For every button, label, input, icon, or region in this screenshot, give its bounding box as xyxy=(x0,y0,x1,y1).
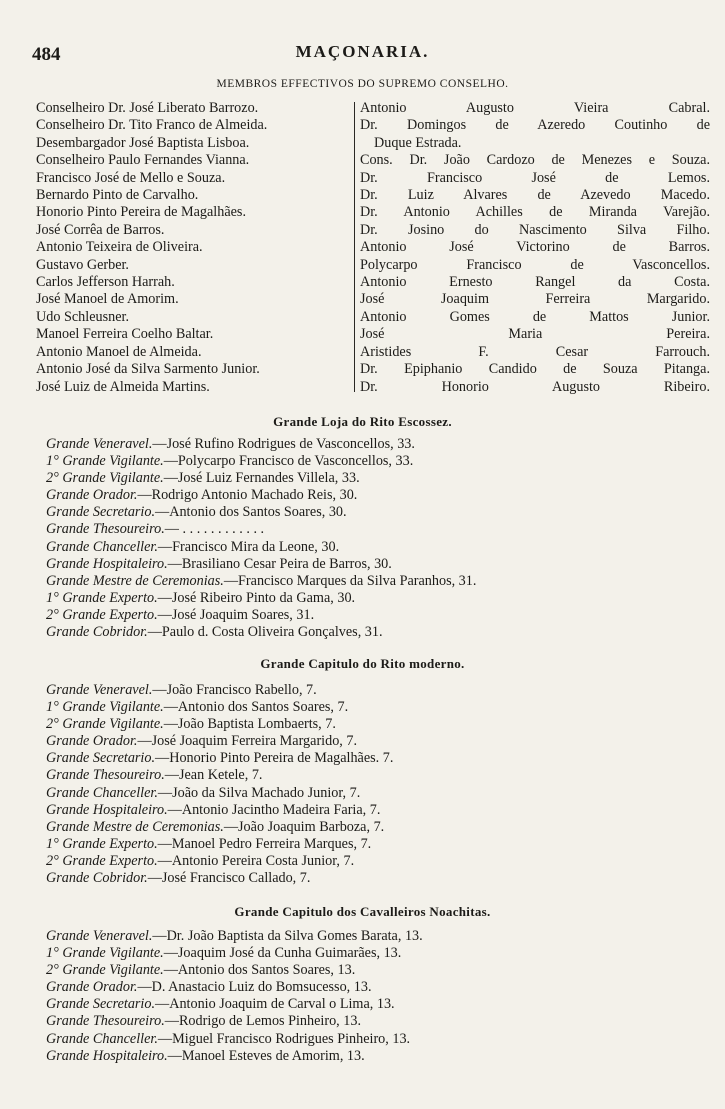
office-title: 1° Grande Vigilante. xyxy=(46,945,164,962)
office-title: Grande Chanceller. xyxy=(46,1030,158,1047)
office-holder: —Antonio dos Santos Soares, 30. xyxy=(155,504,347,521)
member-line: Conselheiro Paulo Fernandes Vianna. xyxy=(36,152,250,169)
office-holder: —Honorio Pinto Pereira de Magalhães. 7. xyxy=(155,750,394,767)
office-line xyxy=(46,853,706,870)
office-line xyxy=(46,573,706,590)
office-title: 2° Grande Vigilante. xyxy=(46,962,164,979)
member-line: Aristides F. Cesar Farrouch. xyxy=(360,343,710,360)
office-title: Grande Thesoureiro. xyxy=(46,767,165,784)
member-line: Carlos Jefferson Harrah. xyxy=(36,274,175,291)
office-holder: —Dr. João Baptista da Silva Gomes Barata, 13. xyxy=(152,928,423,944)
office-title: Grande Cobridor. xyxy=(46,624,148,641)
office-line xyxy=(46,870,706,887)
office-line xyxy=(46,962,706,979)
member-line: Udo Schleusner. xyxy=(36,308,129,325)
office-line xyxy=(46,504,706,521)
office-title: 1° Grande Vigilante. xyxy=(46,699,164,716)
office-holder: —Antonio Jacintho Madeira Faria, 7. xyxy=(167,801,381,818)
office-line xyxy=(46,836,706,853)
column-divider xyxy=(354,102,355,392)
page-number: 484 xyxy=(32,44,61,65)
office-holder: —João Joaquim Barboza, 7. xyxy=(223,818,385,835)
office-line xyxy=(46,996,706,1013)
member-line: José Joaquim Ferreira Margarido. xyxy=(360,291,710,308)
office-title: 2° Grande Vigilante. xyxy=(46,716,164,733)
office-line xyxy=(46,470,706,487)
office-title: Grande Mestre de Ceremonias. xyxy=(46,818,224,835)
member-line: Dr. Luiz Alvares de Azevedo Macedo. xyxy=(360,187,710,204)
office-line xyxy=(46,785,706,802)
office-title: Grande Thesoureiro. xyxy=(46,1013,165,1030)
member-line: Dr. Domingos de Azeredo Coutinho de xyxy=(360,117,710,134)
office-list-grande-loja xyxy=(46,436,706,641)
member-line: Dr. Antonio Achilles de Miranda Varejão. xyxy=(360,204,710,221)
office-title: Grande Secretario. xyxy=(46,750,156,767)
office-line xyxy=(46,487,706,504)
office-holder: —Rodrigo Antonio Machado Reis, 30. xyxy=(137,487,358,504)
office-title: Grande Secretario. xyxy=(46,504,156,521)
office-title: Grande Orador. xyxy=(46,733,138,750)
office-holder: —Antonio Joaquim de Carval o Lima, 13. xyxy=(155,996,395,1013)
office-holder: —João Baptista Lombaerts, 7. xyxy=(163,716,336,733)
office-holder: —Joaquim José da Cunha Guimarães, 13. xyxy=(163,945,402,962)
members-section-title: MEMBROS EFFECTIVOS DO SUPREMO CONSELHO. xyxy=(216,78,509,90)
member-line: Antonio Augusto Vieira Cabral. xyxy=(360,100,710,116)
office-line xyxy=(46,802,706,819)
office-title: Grande Veneravel. xyxy=(46,436,153,452)
office-line xyxy=(46,539,706,556)
office-holder: —José Joaquim Soares, 31. xyxy=(157,606,315,623)
office-title: Grande Thesoureiro. xyxy=(46,521,165,538)
office-line xyxy=(46,699,706,716)
office-line xyxy=(46,521,706,538)
office-title: Grande Hospitaleiro. xyxy=(46,801,168,818)
office-list-capitulo-rito-moderno xyxy=(46,682,706,887)
member-line: José Corrêa de Barros. xyxy=(36,221,165,238)
member-line: Dr. Epiphanio Candido de Souza Pitanga. xyxy=(360,361,710,378)
office-line xyxy=(46,590,706,607)
office-holder: —Rodrigo de Lemos Pinheiro, 13. xyxy=(164,1013,362,1030)
office-holder: —João da Silva Machado Junior, 7. xyxy=(157,784,361,801)
member-line: Antonio Teixeira de Oliveira. xyxy=(36,239,203,256)
office-holder: —Antonio dos Santos Soares, 7. xyxy=(163,699,349,716)
section-heading-capitulo-rito-moderno: Grande Capitulo do Rito moderno. xyxy=(260,656,465,671)
office-title: Grande Chanceller. xyxy=(46,784,158,801)
office-holder: — . . . . . . . . . . . . xyxy=(164,521,265,538)
member-line: Duque Estrada. xyxy=(374,134,462,151)
office-line xyxy=(46,819,706,836)
office-line xyxy=(46,607,706,624)
member-line: Antonio Gomes de Mattos Junior. xyxy=(360,308,710,325)
office-holder: —Antonio dos Santos Soares, 13. xyxy=(163,962,356,979)
office-line xyxy=(46,750,706,767)
member-line: Dr. Josino do Nascimento Silva Filho. xyxy=(360,221,710,238)
member-line: José Manoel de Amorim. xyxy=(36,291,179,308)
members-column-right xyxy=(356,100,710,396)
office-title: 2° Grande Vigilante. xyxy=(46,470,164,487)
office-title: Grande Hospitaleiro. xyxy=(46,1047,168,1064)
member-line: Conselheiro Dr. José Liberato Barrozo. xyxy=(36,100,259,116)
office-title: Grande Orador. xyxy=(46,487,138,504)
office-list-cavalleiros-noachitas xyxy=(46,928,706,1065)
office-line xyxy=(46,556,706,573)
office-holder: —D. Anastacio Luiz do Bomsucesso, 13. xyxy=(137,979,372,996)
office-line xyxy=(46,1013,706,1030)
office-holder: —José Ribeiro Pinto da Gama, 30. xyxy=(157,589,356,606)
office-line xyxy=(46,733,706,750)
member-line: José Maria Pereira. xyxy=(360,326,710,343)
office-holder: —Polycarpo Francisco de Vasconcellos, 33. xyxy=(163,453,414,470)
office-title: Grande Veneravel. xyxy=(46,928,153,944)
office-line xyxy=(46,945,706,962)
office-line xyxy=(46,682,706,699)
member-line: Cons. Dr. João Cardozo de Menezes e Souza. xyxy=(360,152,710,169)
member-line: Antonio Manoel de Almeida. xyxy=(36,343,202,360)
office-title: Grande Veneravel. xyxy=(46,682,153,698)
member-line: Francisco José de Mello e Souza. xyxy=(36,169,226,186)
office-title: Grande Orador. xyxy=(46,979,138,996)
office-line xyxy=(46,624,706,641)
office-holder: —Brasiliano Cesar Peira de Barros, 30. xyxy=(167,555,392,572)
office-line xyxy=(46,767,706,784)
office-title: 1° Grande Vigilante. xyxy=(46,453,164,470)
office-holder: —Paulo d. Costa Oliveira Gonçalves, 31. xyxy=(147,624,383,641)
office-title: Grande Mestre de Ceremonias. xyxy=(46,572,224,589)
office-title: 2° Grande Experto. xyxy=(46,852,158,869)
office-title: Grande Hospitaleiro. xyxy=(46,555,168,572)
office-line xyxy=(46,453,706,470)
section-heading-grande-loja: Grande Loja do Rito Escossez. xyxy=(273,414,452,429)
office-title: Grande Chanceller. xyxy=(46,538,158,555)
member-line: Antonio José da Silva Sarmento Junior. xyxy=(36,361,260,378)
member-line: Bernardo Pinto de Carvalho. xyxy=(36,187,199,204)
member-line: Dr. Honorio Augusto Ribeiro. xyxy=(360,378,710,395)
member-line: Antonio Ernesto Rangel da Costa. xyxy=(360,274,710,291)
office-holder: —José Luiz Fernandes Villela, 33. xyxy=(163,470,360,487)
office-holder: —Manoel Esteves de Amorim, 13. xyxy=(167,1047,365,1064)
office-line xyxy=(46,436,706,453)
office-holder: —Francisco Mira da Leone, 30. xyxy=(157,538,340,555)
office-holder: —Antonio Pereira Costa Junior, 7. xyxy=(157,852,355,869)
office-title: Grande Cobridor. xyxy=(46,870,148,887)
office-line xyxy=(46,1031,706,1048)
office-holder: —Manoel Pedro Ferreira Marques, 7. xyxy=(157,835,372,852)
office-holder: —João Francisco Rabello, 7. xyxy=(152,682,317,698)
office-holder: —Francisco Marques da Silva Paranhos, 31. xyxy=(223,572,477,589)
office-line xyxy=(46,979,706,996)
members-column-left xyxy=(36,100,354,396)
member-line: José Luiz de Almeida Martins. xyxy=(36,378,210,395)
office-holder: —José Francisco Callado, 7. xyxy=(147,870,311,887)
member-line: Gustavo Gerber. xyxy=(36,256,129,273)
member-line: Polycarpo Francisco de Vasconcellos. xyxy=(360,256,710,273)
member-line: Manoel Ferreira Coelho Baltar. xyxy=(36,326,214,343)
office-holder: —José Rufino Rodrigues de Vasconcellos, 33. xyxy=(152,436,415,452)
section-heading-cavalleiros-noachitas: Grande Capitulo dos Cavalleiros Noachitas. xyxy=(234,904,491,919)
office-title: 1° Grande Experto. xyxy=(46,835,158,852)
member-line: Conselheiro Dr. Tito Franco de Almeida. xyxy=(36,117,268,134)
member-line: Desembargador José Baptista Lisboa. xyxy=(36,134,250,151)
member-line: Honorio Pinto Pereira de Magalhães. xyxy=(36,204,246,221)
office-line xyxy=(46,1048,706,1065)
office-holder: —Miguel Francisco Rodrigues Pinheiro, 13. xyxy=(157,1030,411,1047)
office-holder: —José Joaquim Ferreira Margarido, 7. xyxy=(137,733,358,750)
running-title: MAÇONARIA. xyxy=(295,42,430,61)
member-line: Dr. Francisco José de Lemos. xyxy=(360,169,710,186)
office-line xyxy=(46,928,706,945)
office-title: 1° Grande Experto. xyxy=(46,589,158,606)
office-title: Grande Secretario. xyxy=(46,996,156,1013)
office-title: 2° Grande Experto. xyxy=(46,606,158,623)
office-holder: —Jean Ketele, 7. xyxy=(164,767,263,784)
member-line: Antonio José Victorino de Barros. xyxy=(360,239,710,256)
office-line xyxy=(46,716,706,733)
